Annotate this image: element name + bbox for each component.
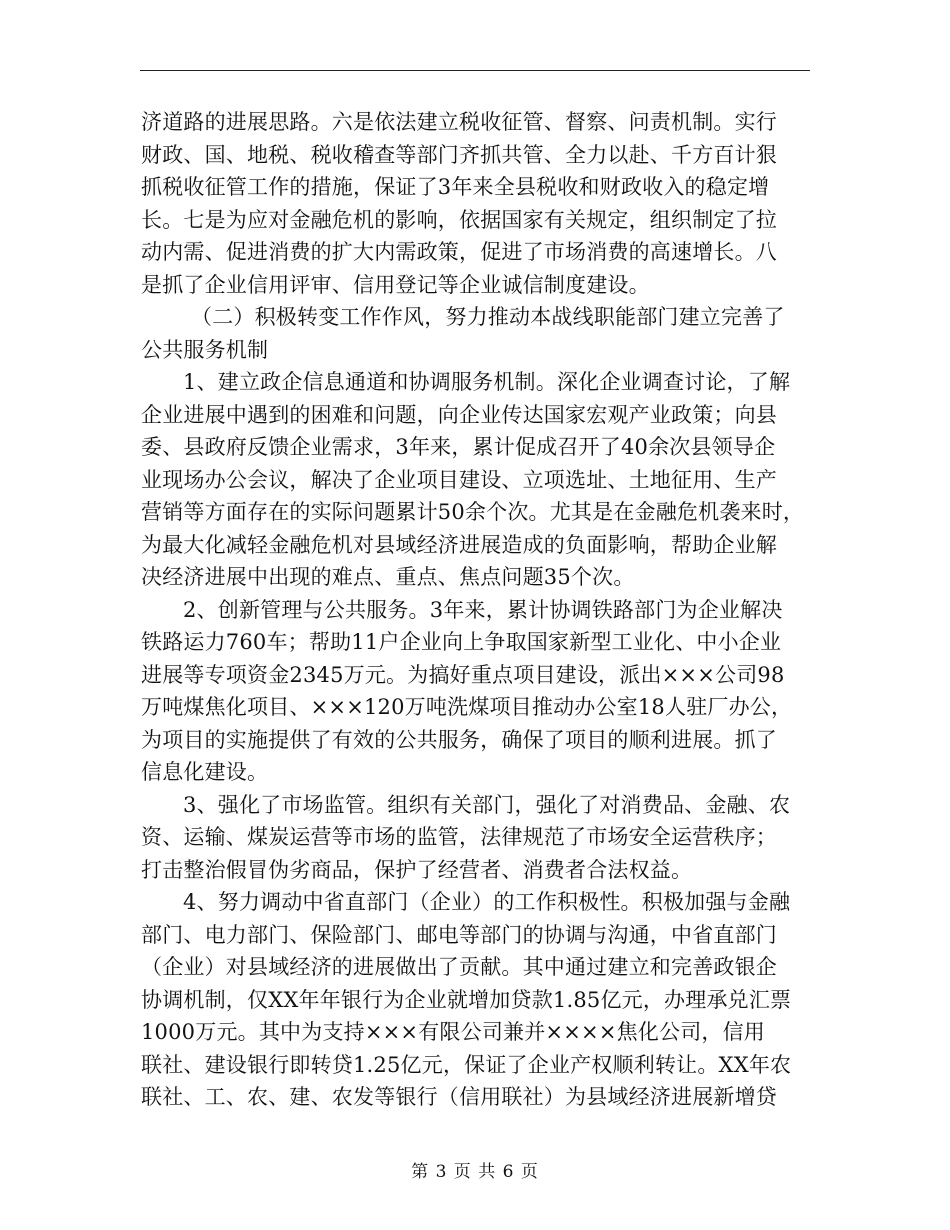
text-line: 委、县政府反馈企业需求，3年来，累计促成召开了40余次县领导企 xyxy=(141,435,776,459)
text-line: 为最大化减轻金融危机对县域经济进展造成的负面影响，帮助企业解 xyxy=(141,532,777,557)
text-line: 万吨煤焦化项目、×××120万吨洗煤项目推动办公室18人驻厂办公， xyxy=(141,695,793,719)
text-line: 部门、电力部门、保险部门、邮电等部门的协调与沟通，中省直部门 xyxy=(141,922,777,947)
text-line: 营销等方面存在的实际问题累计50余个次。尤其是在金融危机袭来时， xyxy=(141,500,805,524)
text-line: （企业）对县域经济的进展做出了贡献。其中通过建立和完善政银企 xyxy=(141,955,777,979)
text-line: 动内需、促进消费的扩大内需政策，促进了市场消费的高速增长。八 xyxy=(141,240,777,264)
text-line: 公共服务机制 xyxy=(141,337,269,362)
text-line: 为项目的实施提供了有效的公共服务，确保了项目的顺利进展。抓了 xyxy=(141,727,777,752)
text-line: 资、运输、煤炭运营等市场的监管，法律规范了市场安全运营秩序； xyxy=(141,825,777,849)
text-line: 业现场办公会议，解决了企业项目建设、立项选址、土地征用、生产 xyxy=(141,467,777,492)
text-line: 是抓了企业信用评审、信用登记等企业诚信制度建设。 xyxy=(141,272,650,297)
body-text xyxy=(141,106,811,1114)
text-line: 联社、建设银行即转贷1.25亿元，保证了企业产权顺利转让。XX年农 xyxy=(141,1052,792,1077)
page-footer: 第 3 页 共 6 页 xyxy=(411,1162,539,1182)
text-line: 协调机制，仅XX年年银行为企业就增加贷款1.85亿元，办理承兑汇票 xyxy=(141,987,792,1012)
text-line: 4、努力调动中省直部门（企业）的工作积极性。积极加强与金融 xyxy=(183,890,791,914)
text-line: 信息化建设。 xyxy=(141,760,269,784)
text-line: 3、强化了市场监管。组织有关部门，强化了对消费品、金融、农 xyxy=(183,792,791,817)
text-line: 长。七是为应对金融危机的影响，依据国家有关规定，组织制定了拉 xyxy=(141,207,777,232)
text-line: （二）积极转变工作作风，努力推动本战线职能部门建立完善了 xyxy=(191,305,785,329)
header-rule xyxy=(140,70,810,71)
text-line: 铁路运力760车；帮助11户企业向上争取国家新型工业化、中小企业 xyxy=(141,630,782,654)
text-line: 1、建立政企信息通道和协调服务机制。深化企业调查讨论，了解 xyxy=(183,370,791,394)
text-line: 企业进展中遇到的困难和问题，向企业传达国家宏观产业政策；向县 xyxy=(141,402,777,427)
text-line: 济道路的进展思路。六是依法建立税收征管、督察、问责机制。实行 xyxy=(141,110,777,134)
text-line: 联社、工、农、建、农发等银行（信用联社）为县域经济进展新增贷 xyxy=(141,1085,777,1109)
text-line: 财政、国、地税、税收稽查等部门齐抓共管、全力以赴、千方百计狠 xyxy=(141,142,777,167)
text-line: 进展等专项资金2345万元。为搞好重点项目建设，派出×××公司98 xyxy=(141,662,785,687)
text-line: 打击整治假冒伪劣商品，保护了经营者、消费者合法权益。 xyxy=(141,857,693,882)
text-line: 1000万元。其中为支持×××有限公司兼并××××焦化公司，信用 xyxy=(141,1020,766,1044)
text-line: 抓税收征管工作的措施，保证了3年来全县税收和财政收入的稳定增 xyxy=(141,175,770,199)
text-line: 决经济进展中出现的难点、重点、焦点问题35个次。 xyxy=(141,565,635,589)
text-line: 2、创新管理与公共服务。3年来，累计协调铁路部门为企业解决 xyxy=(183,597,783,622)
